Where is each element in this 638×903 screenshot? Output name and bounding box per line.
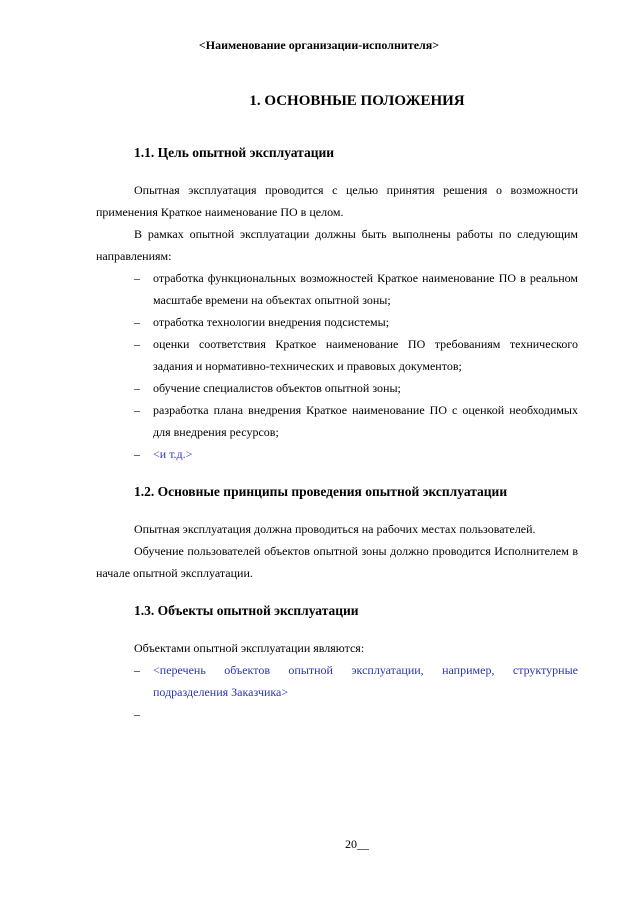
dash-marker: – — [134, 707, 140, 721]
list-item — [96, 377, 578, 399]
list-item — [96, 443, 578, 465]
dash-marker: – — [134, 337, 140, 351]
document-body — [96, 143, 578, 725]
list-item-text: оценки соответствия Краткое наименование ПО требованиям технического задания и нормативно-технических и правовых документов; — [153, 337, 578, 373]
bullet-list — [96, 267, 578, 465]
section-title: 1. ОСНОВНЫЕ ПОЛОЖЕНИЯ — [249, 93, 465, 109]
list-item-text: разработка плана внедрения Краткое наименование ПО с оценкой необходимых для внедрения ресурсов; — [153, 403, 578, 439]
page-number: 20__ — [345, 837, 369, 851]
paragraph: В рамках опытной эксплуатации должны быть выполнены работы по следующим направлениям: — [96, 227, 578, 263]
subsection-title-1-2: 1.2. Основные принципы проведения опытной эксплуатации — [134, 484, 508, 499]
subsection-title-1-1: 1.1. Цель опытной эксплуатации — [134, 145, 335, 160]
list-item-text: обучение специалистов объектов опытной зоны; — [153, 381, 401, 395]
list-item — [96, 333, 578, 377]
paragraph: Обучение пользователей объектов опытной зоны должно проводится Исполнителем в начале опытной эксплуатации. — [96, 544, 578, 580]
list-item-text: отработка технологии внедрения подсистемы; — [153, 315, 390, 329]
list-item-text — [153, 707, 156, 721]
list-item — [96, 399, 578, 443]
dash-marker: – — [134, 315, 140, 329]
paragraph: Объектами опытной эксплуатации являются: — [134, 641, 365, 655]
list-item — [96, 267, 578, 311]
list-item-text: отработка функциональных возможностей Краткое наименование ПО в реальном масштабе времени на объектах опытной зоны; — [153, 271, 578, 307]
bullet-list — [96, 659, 578, 725]
page-header: <Наименование организации-исполнителя> — [198, 38, 440, 52]
list-item — [96, 703, 578, 725]
dash-marker: – — [134, 403, 140, 417]
dash-marker: – — [134, 381, 140, 395]
subsection-title-1-3: 1.3. Объекты опытной эксплуатации — [134, 603, 359, 618]
list-item — [96, 311, 578, 333]
list-item — [96, 659, 578, 703]
dash-marker: – — [134, 663, 140, 677]
placeholder-text: <и т.д.> — [153, 447, 193, 461]
paragraph: Опытная эксплуатация должна проводиться на рабочих местах пользователей. — [134, 522, 536, 536]
dash-marker: – — [134, 447, 140, 461]
paragraph: Опытная эксплуатация проводится с целью принятия решения о возможности применения Краткое наименование ПО в целом. — [96, 183, 578, 219]
dash-marker: – — [134, 271, 140, 285]
placeholder-text: <перечень объектов опытной эксплуатации, например, структурные подразделения Заказчика> — [153, 663, 578, 699]
